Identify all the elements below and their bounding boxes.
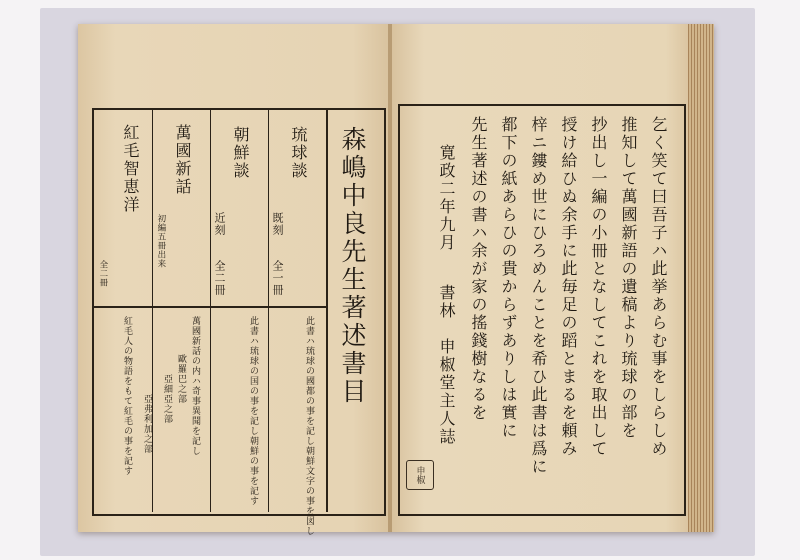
date-column: 寛政二年九月 — [437, 144, 456, 252]
publisher-signature: 書林 申椒堂主人誌 — [437, 284, 456, 446]
sub-note-1: 歐羅巴之部 — [176, 354, 186, 404]
left-page — [78, 24, 390, 536]
divider-v1 — [326, 110, 328, 512]
book-title-2: 朝鮮談 — [231, 126, 250, 180]
open-book — [78, 24, 714, 536]
publisher-seal: 申椒 — [406, 460, 434, 490]
text-column-5: 梓ニ鏤め世にひろめんことを希ひ此書は爲に — [529, 116, 548, 476]
catalogue-title: 森嶋中良先生著述書目 — [338, 126, 367, 406]
text-column-2: 推知して萬國新語の遺稿より琉球の部を — [619, 116, 638, 440]
right-page — [392, 24, 714, 532]
text-column-7: 先生著述の書ハ余が家の搖錢樹なるを — [469, 116, 488, 422]
book-title-3: 萬國新話 — [173, 124, 192, 196]
book-volumes-2: 全二冊 — [213, 260, 226, 296]
book-volumes-4: 全二冊 — [97, 260, 108, 287]
divider-v3 — [210, 110, 211, 512]
sub-note-3: 亞弗利加之部 — [142, 394, 152, 454]
book-volumes-1: 全一冊 — [271, 260, 284, 296]
book-status-3: 初編五冊出来 — [155, 214, 166, 268]
description-1: 此書ハ琉球の國都の事を記し朝鮮文字の事を図し — [304, 316, 314, 536]
text-column-1: 乞く笑て曰吾子ハ此挙あらむ事をしらしめ — [649, 116, 668, 458]
book-status-2: 近刻 — [213, 212, 226, 236]
divider-v4 — [152, 110, 153, 512]
text-column-4: 授け給ひぬ余手に此毎足の蹈とまるを頼み — [559, 116, 578, 458]
text-column-6: 都下の紙あらひの貴からずありしは實に — [499, 116, 518, 440]
sub-note-2: 亞細亞之部 — [162, 374, 172, 424]
book-title-1: 琉球談 — [289, 126, 308, 180]
description-4: 紅毛人の物語をもて紅毛の事を記す — [122, 316, 132, 476]
description-3: 萬國新話の内ハ奇事異聞を記し — [190, 316, 200, 456]
text-column-3: 抄出し一編の小冊となしてこれを取出して — [589, 116, 608, 458]
book-status-1: 既刻 — [271, 212, 284, 236]
divider-v2 — [268, 110, 269, 512]
description-2: 此書ハ琉球の国の事を記し朝鮮の事を記す — [248, 316, 258, 506]
book-title-4: 紅毛智恵洋 — [121, 124, 140, 214]
page-edges — [688, 24, 714, 532]
